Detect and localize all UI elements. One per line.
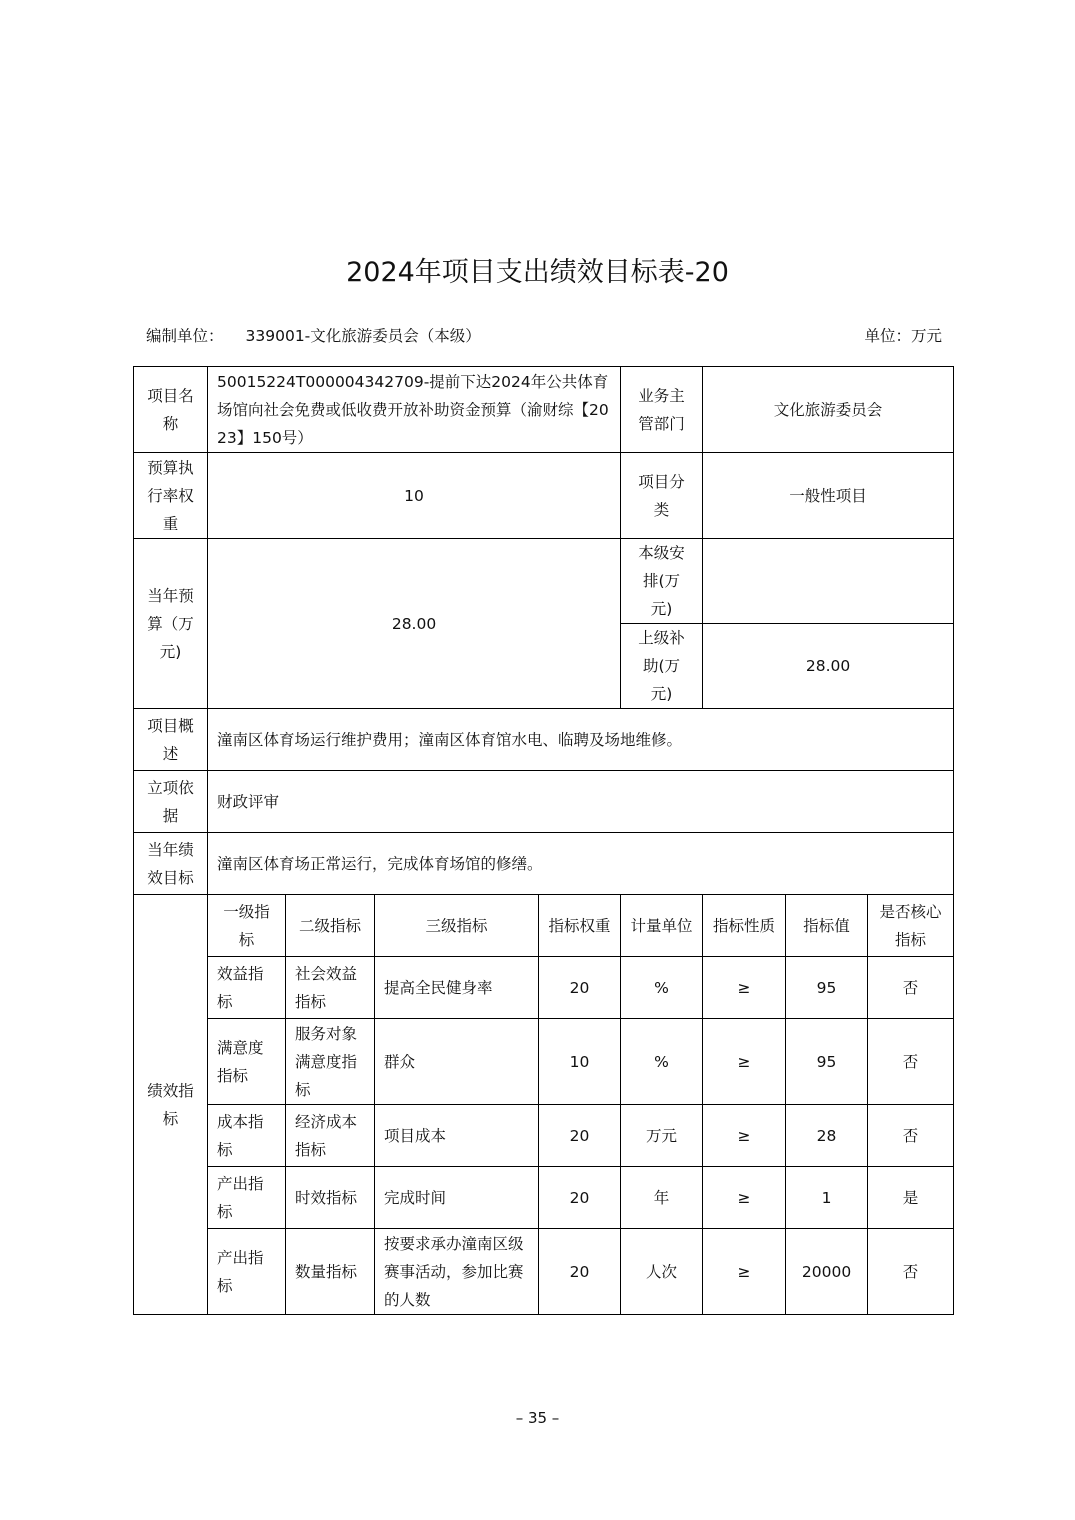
indicator-l1: 效益指标 [208,957,286,1019]
basis-label: 立项依据 [134,771,208,833]
local-allocation-value [703,539,954,624]
basis-value: 财政评审 [208,771,954,833]
indicator-value: 28 [786,1105,868,1167]
indicator-unit: % [621,1019,703,1105]
row-basis [134,771,954,833]
indicator-core: 否 [868,1229,954,1315]
table-row [134,1167,954,1229]
row-project-name [134,367,954,453]
compiling-unit-value: 339001-文化旅游委员会（本级） [245,327,481,345]
indicator-nature: ≥ [703,1019,786,1105]
indicator-l3: 群众 [375,1019,539,1105]
overview-value: 潼南区体育场运行维护费用；潼南区体育馆水电、临聘及场地维修。 [208,709,954,771]
indicator-weight: 20 [539,1105,621,1167]
local-allocation-label: 本级安排(万元) [621,539,703,624]
indicator-weight: 20 [539,1167,621,1229]
row-annual-goal [134,833,954,895]
table-row [134,957,954,1019]
indicator-l2: 数量指标 [286,1229,375,1315]
dept-value: 文化旅游委员会 [703,367,954,453]
row-exec-weight [134,453,954,539]
indicator-nature: ≥ [703,1229,786,1315]
row-budget [134,539,954,624]
category-label: 项目分类 [621,453,703,539]
table-row [134,1229,954,1315]
indicator-nature: ≥ [703,957,786,1019]
upper-subsidy-value: 28.00 [703,624,954,709]
dept-label: 业务主管部门 [621,367,703,453]
header-nature: 指标性质 [703,895,786,957]
exec-weight-value: 10 [208,453,621,539]
exec-weight-label: 预算执行率权重 [134,453,208,539]
project-name-value: 50015224T000004342709-提前下达2024年公共体育场馆向社会免费或低收费开放补助资金预算（渝财综【2023】150号） [208,367,621,453]
page-title: 2024年项目支出绩效目标表-20 [346,257,729,288]
compiling-unit [146,324,481,348]
performance-target-table [133,366,954,1315]
indicator-value: 20000 [786,1229,868,1315]
page-number: – 35 – [515,1409,560,1427]
annual-goal-label: 当年绩效目标 [134,833,208,895]
indicator-l3: 完成时间 [375,1167,539,1229]
table-row [134,1105,954,1167]
indicator-l1: 满意度指标 [208,1019,286,1105]
header-weight: 指标权重 [539,895,621,957]
project-name-label: 项目名称 [134,367,208,453]
indicator-l1: 产出指标 [208,1167,286,1229]
indicator-header-row [134,895,954,957]
table-meta [146,324,942,348]
indicator-l2: 时效指标 [286,1167,375,1229]
row-overview [134,709,954,771]
indicator-l1: 产出指标 [208,1229,286,1315]
indicator-unit: 万元 [621,1105,703,1167]
indicator-l3: 按要求承办潼南区级赛事活动，参加比赛的人数 [375,1229,539,1315]
indicator-l2: 社会效益指标 [286,957,375,1019]
indicator-unit: % [621,957,703,1019]
indicator-core: 是 [868,1167,954,1229]
indicator-core: 否 [868,1019,954,1105]
annual-goal-value: 潼南区体育场正常运行，完成体育场馆的修缮。 [208,833,954,895]
header-l3: 三级指标 [375,895,539,957]
compiling-unit-label: 编制单位： [146,327,224,345]
header-core: 是否核心指标 [868,895,954,957]
currency-unit: 单位：万元 [864,327,942,345]
indicator-weight: 20 [539,1229,621,1315]
category-value: 一般性项目 [703,453,954,539]
header-l1: 一级指标 [208,895,286,957]
indicator-value: 95 [786,1019,868,1105]
table-row [134,1019,954,1105]
overview-label: 项目概述 [134,709,208,771]
indicator-core: 否 [868,957,954,1019]
indicator-unit: 年 [621,1167,703,1229]
indicator-l3: 提高全民健身率 [375,957,539,1019]
indicator-value: 95 [786,957,868,1019]
indicators-label: 绩效指标 [134,895,208,1315]
indicator-nature: ≥ [703,1167,786,1229]
indicator-weight: 20 [539,957,621,1019]
header-value: 指标值 [786,895,868,957]
indicator-weight: 10 [539,1019,621,1105]
indicator-unit: 人次 [621,1229,703,1315]
header-unit: 计量单位 [621,895,703,957]
indicator-l1: 成本指标 [208,1105,286,1167]
header-l2: 二级指标 [286,895,375,957]
budget-value: 28.00 [208,539,621,709]
indicator-l2: 经济成本指标 [286,1105,375,1167]
indicator-value: 1 [786,1167,868,1229]
upper-subsidy-label: 上级补助(万元) [621,624,703,709]
indicator-nature: ≥ [703,1105,786,1167]
indicator-l3: 项目成本 [375,1105,539,1167]
indicator-l2: 服务对象满意度指标 [286,1019,375,1105]
indicator-core: 否 [868,1105,954,1167]
budget-label: 当年预算（万元) [134,539,208,709]
